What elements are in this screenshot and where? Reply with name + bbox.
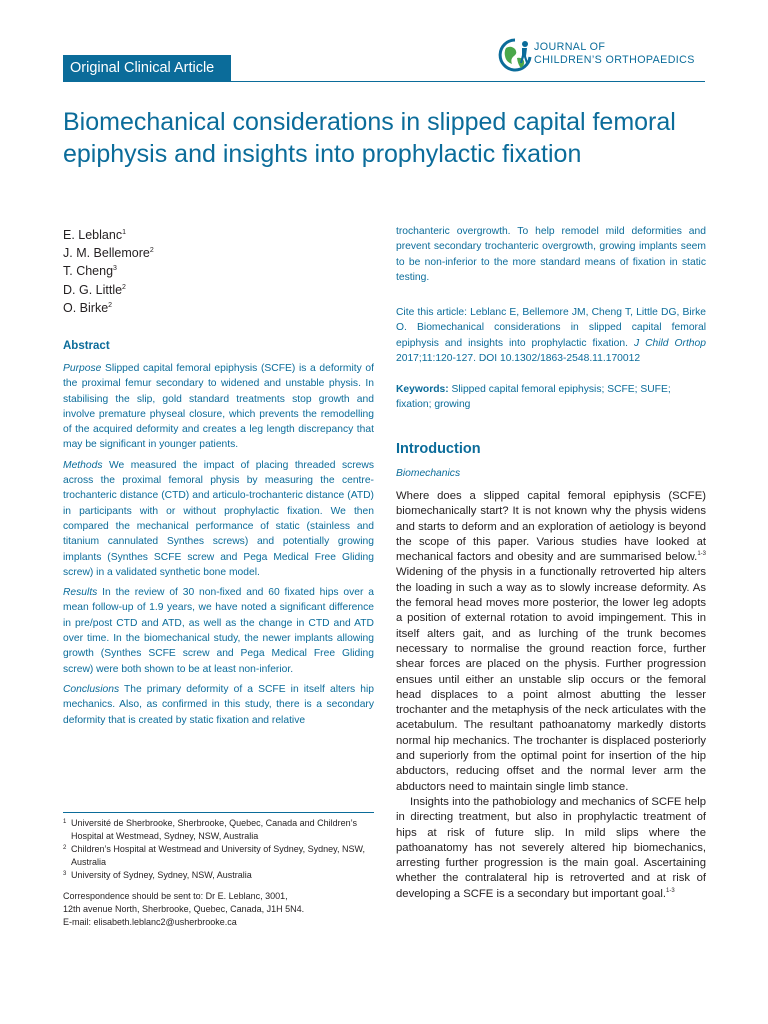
paragraph: Insights into the pathobiology and mechanics of SCFE help in directing treatment, but also in prophylactic treatment of hips at risk of future slip. In mild slips where the pathoanatomy has not severely altered hip biomechanics, arresting further progression is the main goal. Ascertaining whether the contralateral hip is retroverted and at risk of developing a SCFE is a secondary but important goal.$^{1-3}$ bbox=[396, 795, 706, 900]
journal-logo bbox=[498, 38, 708, 80]
introduction-body bbox=[396, 489, 706, 902]
journal-name-line2: CHILDREN’S ORTHOPAEDICS bbox=[534, 54, 695, 66]
abstract-results: Results In the review of 30 non-fixed and 60 fixated hips over a mean follow-up of 1.9 years, we have noted a significant difference in pre/post CTD and ATD, as well as the change in CTD and ATD over time. In the biomechanical study, the newer implants allowing growth (Synthes SCFE screw and Pega Medical Free Gliding screw) were both shown to be at least non-inferior. bbox=[63, 587, 374, 675]
footnote-rule bbox=[63, 812, 374, 813]
author: T. Cheng$^3$ bbox=[63, 264, 117, 279]
author: J. M. Bellemore$^2$ bbox=[63, 246, 154, 261]
keywords: Keywords: Slipped capital femoral epiphysis; SCFE; SUFE; fixation; growing bbox=[396, 384, 671, 411]
abstract-purpose: Purpose Slipped capital femoral epiphysis (SCFE) is a deformity of the proximal femur secondary to widened and unstable physis. In stabilising the slip, gold standard treatments stop growth and involve premature physeal closure, which prevents the remodelling of the acquired deformity and creates a leg length discrepancy that may be significant in younger patients. bbox=[63, 363, 374, 451]
abstract-heading: Abstract bbox=[63, 340, 110, 352]
abstract-conclusions-continued: trochanteric overgrowth. To help remodel mild deformities and prevent secondary trochanteric overgrowth, growing implants seem to be non-inferior to the more standard means of fixation in static testing. bbox=[396, 226, 706, 283]
article-title: Biomechanical considerations in slipped capital femoral epiphysis and insights into prophylactic fixation bbox=[63, 108, 676, 168]
globe-child-logo-icon bbox=[498, 38, 532, 74]
journal-name bbox=[534, 41, 695, 67]
footnotes bbox=[63, 817, 374, 929]
footnote: 1 Université de Sherbrooke, Sherbrooke, Quebec, Canada and Children’s Hospital at Westmead, Sydney, NSW, Australia bbox=[63, 818, 358, 841]
abstract-methods: Methods We measured the impact of placing threaded screws across the proximal femoral physis by measuring the centre-trochanteric distance (CTD) and articulo-trochanteric distance (ATD) in participants with or without prophylactic fixation. We then compared the mechanical performance of static (stainless and titanium cannulated Synthes screws) and potentially growing implants (Synthes SCFE screw and Pega Medical Free Gliding screw) in a validated synthetic bone model. bbox=[63, 459, 374, 578]
header-rule bbox=[231, 81, 705, 82]
abstract-conclusions: Conclusions The primary deformity of a SCFE in itself alters hip mechanics. Also, as confirmed in this study, there is a secondary deformity that is created by static fixation and relative bbox=[63, 683, 374, 726]
section-heading-introduction: Introduction bbox=[396, 441, 481, 457]
subsection-heading-biomechanics: Biomechanics bbox=[396, 468, 461, 479]
paragraph: Where does a slipped capital femoral epiphysis (SCFE) biomechanically start? It is not known why the physis widens and starts to deform and an exploration of aetiology is beyond the scope of this paper. Various studies have looked at mechanical factors and obesity and are summarised below.$^{1-3}$ Widening of the physis in a functionally retroverted hip alters the loading in such a way as to slowly increase deformity. As the femoral head moves more posterior, the lower leg adopts a position of external rotation to avoid impingement. This in itself alters gait, and as lurching of the trunk becomes necessary to normalise the ground reaction force, further shear forces are placed on the physis. Further progression ensues until either an unstable slip occurs or the femoral head displaces to a point almost abutting the lesser trochanter and the metaphysis of the neck articulates with the acetabulum. The resultant pathoanatomy markedly distorts normal hip mechanics. The trochanter is displaced posteriorly and superiorly from the optimal point for insertion of the hip abductors, reducing offset and the normal lever arm the abductors need to maintain single limb stance. bbox=[396, 490, 706, 793]
citation: Cite this article: Leblanc E, Bellemore JM, Cheng T, Little DG, Birke O. Biomechanical considerations in slipped capital femoral epiphysis and insights into prophylactic fixation. J Child Orthop 2017;11:120-127. DOI 10.1302/1863-2548.11.170012 bbox=[396, 307, 706, 364]
author: E. Leblanc$^1$ bbox=[63, 228, 126, 242]
author: D. G. Little$^2$ bbox=[63, 282, 126, 297]
author: O. Birke$^2$ bbox=[63, 300, 113, 315]
footnote: 2 Children’s Hospital at Westmead and University of Sydney, Sydney, NSW, Australia bbox=[63, 844, 365, 867]
article-type-badge: Original Clinical Article bbox=[63, 55, 231, 82]
abstract-body bbox=[63, 361, 374, 733]
correspondence: Correspondence should be sent to: Dr E. Leblanc, 3001, 12th avenue North, Sherbrooke, Quebec, Canada, J1H 5N4. E-mail: elisabeth.leblanc2@usherbrooke.ca bbox=[63, 890, 374, 929]
correspondence-email[interactable]: E-mail: elisabeth.leblanc2@usherbrooke.ca bbox=[63, 917, 237, 927]
journal-name-line1: JOURNAL OF bbox=[534, 41, 606, 53]
footnote: 3 University of Sydney, Sydney, NSW, Australia bbox=[63, 870, 252, 880]
author-list bbox=[63, 226, 154, 317]
